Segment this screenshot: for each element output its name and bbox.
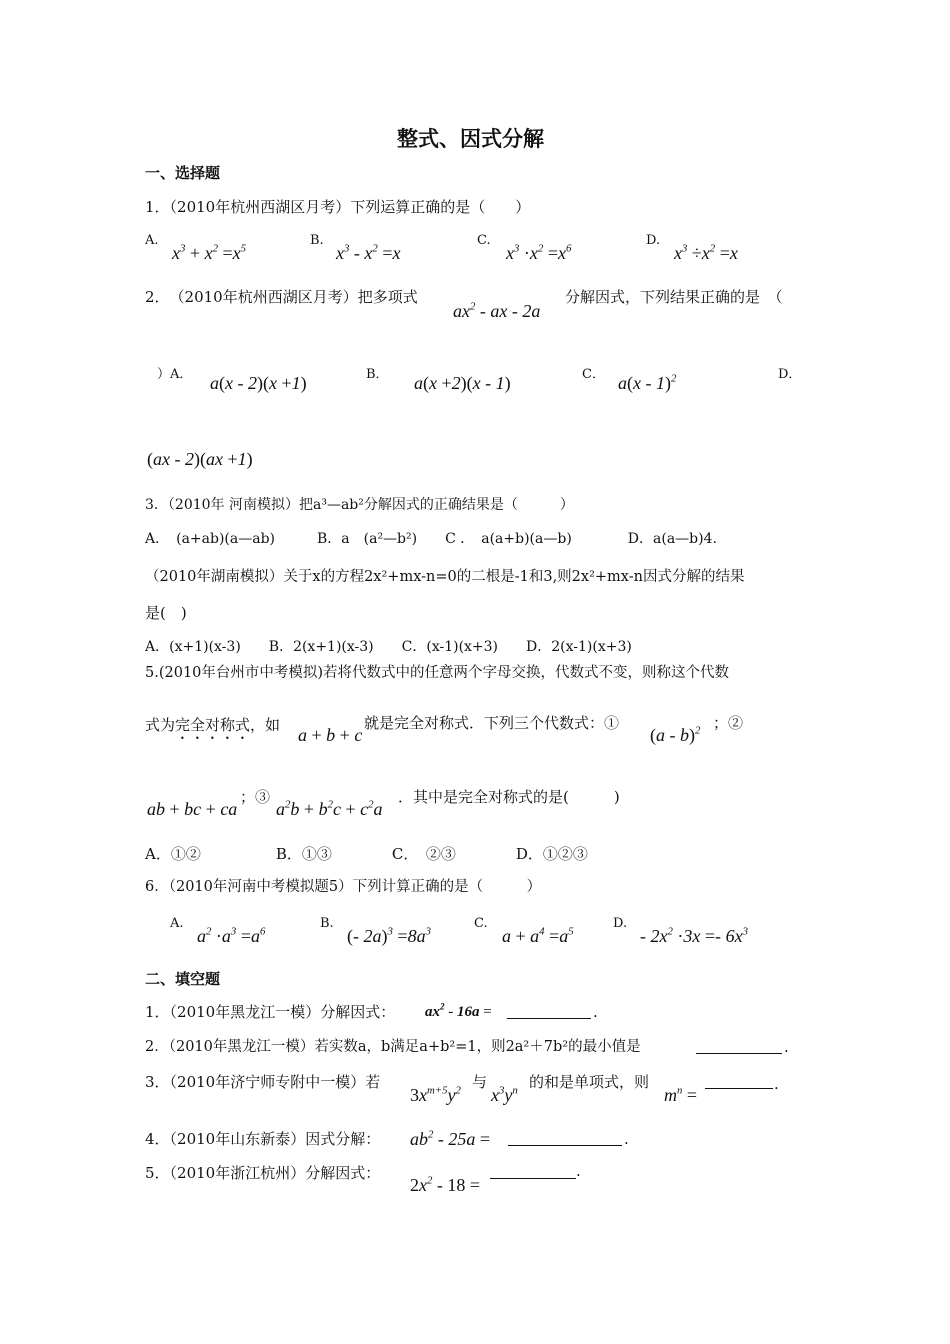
fill4-end: . [624,1130,629,1148]
q1-option-c-formula: $x^3 \cdot x^2 =x^6$ [506,242,572,263]
q5-line3-end: ．其中是完全对称式的是( ) [398,788,620,806]
q1-option-d-formula: $x^3 \div x^2 =x$ [674,242,738,263]
fill3-stem-part1: 3．（2010年济宁师专附中一模）若 [145,1073,381,1091]
q6-option-a-label: A. [170,916,184,931]
q4-options: A．(x+1)(x-3) B．2(x+1)(x-3) C．(x-1)(x+3) D．2(x-1)(x+3) [145,639,632,655]
q2-option-c-formula: a(x - 1)$^2$ [618,372,677,393]
q2-option-d-formula: (ax - 2)(ax +1) [147,449,253,469]
fill4-answer-blank[interactable] [508,1145,622,1146]
q5-line2-start: 式为完全对称式，如 [145,716,281,734]
fill3-answer-blank[interactable] [705,1088,773,1089]
fill3-stem-part3: 的和是单项式，则 [529,1073,650,1091]
fill3-term-2: $x^3y^n$ [491,1084,518,1105]
q5-expression-2: ab + bc + ca [147,799,238,819]
fill3-stem-part2: 与 [472,1073,488,1091]
q6-option-a-formula: $a^2 \cdot a^3 =a^6$ [197,925,266,946]
q2-option-b-label: B． [366,367,389,382]
fill3-end: . [774,1075,779,1093]
fill5-end: . [576,1162,581,1180]
q1-option-a-label: A. [145,233,159,248]
q2-option-d-label: D． [778,367,802,382]
q1-option-b-label: B. [310,233,324,248]
q1-option-b-formula: $x^3 - x^2 =x$ [336,242,401,263]
q3-stem: 3．（2010年 河南模拟）把a³—ab²分解因式的正确结果是（ ） [145,497,574,513]
q6-option-c-formula: $a + a^4 =a^5$ [502,925,574,946]
section-heading-fill: 二、填空题 [145,970,221,988]
fill1-stem: 1．（2010年黑龙江一模）分解因式： [145,1003,396,1021]
page-title: 整式、因式分解 [397,126,544,151]
q6-option-b-formula: (- $2a)^3 =8a^3$ [347,925,431,946]
q1-option-a-formula: $x^3 + x^2 =x^5$ [172,242,247,263]
fill2-end: . [784,1038,789,1056]
q5-line3-start: ；③ [240,788,271,806]
q6-stem: 6．（2010年河南中考模拟题5）下列计算正确的是（ ） [145,879,542,895]
fill4-stem: 4．（2010年山东新泰）因式分解： [145,1130,381,1148]
q2-option-a-label: ）A． [157,367,193,382]
q5-dotted-term: 完全对称式 [175,716,251,734]
fill5-answer-blank[interactable] [490,1178,576,1179]
q1-option-c-label: C. [477,233,491,248]
q2-option-b-formula: a(x +2)(x - 1) [414,373,511,393]
q5-example-expression: a + b + c [298,725,363,745]
q2-option-a-formula: a(x - 2)(x +1) [210,373,307,393]
fill1-answer-blank[interactable] [507,1018,591,1019]
q4-stem-line2: 是( ) [145,604,187,622]
section-heading-choice: 一、选择题 [145,164,221,182]
fill4-expression: $ab^2 - 25a$ = [410,1128,491,1149]
q5-line2-end: ；② [713,714,744,732]
fill2-stem: 2．（2010年黑龙江一模）若实数a，b满足a+b²=1，则2a²＋7b²的最小值是 [145,1039,641,1055]
q6-option-b-label: B. [320,916,334,931]
q6-option-d-formula: - $2x^2 \cdot 3x =- 6x^3$ [640,925,748,946]
q6-option-c-label: C. [474,916,488,931]
q5-options: A．①② B．①③ C． ②③ D．①②③ [145,845,588,863]
q6-option-d-label: D. [613,916,628,931]
q5-line2-mid: 就是完全对称式．下列三个代数式：① [364,714,620,732]
fill5-stem: 5．（2010年浙江杭州）分解因式： [145,1164,381,1182]
fill1-expression: $ax^2 - 16a$ = [425,1001,492,1020]
q2-polynomial: $ax^2$ - ax - 2a [453,300,541,321]
q5-expression-3: $a^2b + b^2c + c^2a$ [276,798,383,819]
q2-stem-part2: 分解因式，下列结果正确的是 （ [565,288,783,306]
q1-stem: 1．（2010年杭州西湖区月考）下列运算正确的是（ ） [145,198,531,216]
q3-options: A． (a+ab)(a—ab) B．a (a²—b²) C ． a(a+b)(a—b) D．a(a—b)4. [145,531,717,547]
q2-option-c-label: C． [582,367,605,382]
fill1-end: . [593,1003,598,1021]
q5-stem-line1: 5.(2010年台州市中考模拟)若将代数式中的任意两个字母交换，代数式不变，则称这个代数 [145,665,730,681]
q1-option-d-label: D. [646,233,661,248]
q2-stem-part1: 2． （2010年杭州西湖区月考）把多项式 [145,288,418,306]
fill3-term-1: $3x^{m+5}y^2$ [410,1084,461,1105]
fill2-answer-blank[interactable] [696,1053,782,1054]
fill5-expression: $2x^2 - 18$ = [410,1174,481,1195]
fill3-expression: $m^n$ = [664,1084,698,1105]
q4-stem-line1: （2010年湖南模拟）关于x的方程2x²+mx-n=0的二根是-1和3,则2x²+mx-n因式分解的结果 [145,569,745,585]
q5-expression-1: (a - b)$^2$ [650,724,701,745]
